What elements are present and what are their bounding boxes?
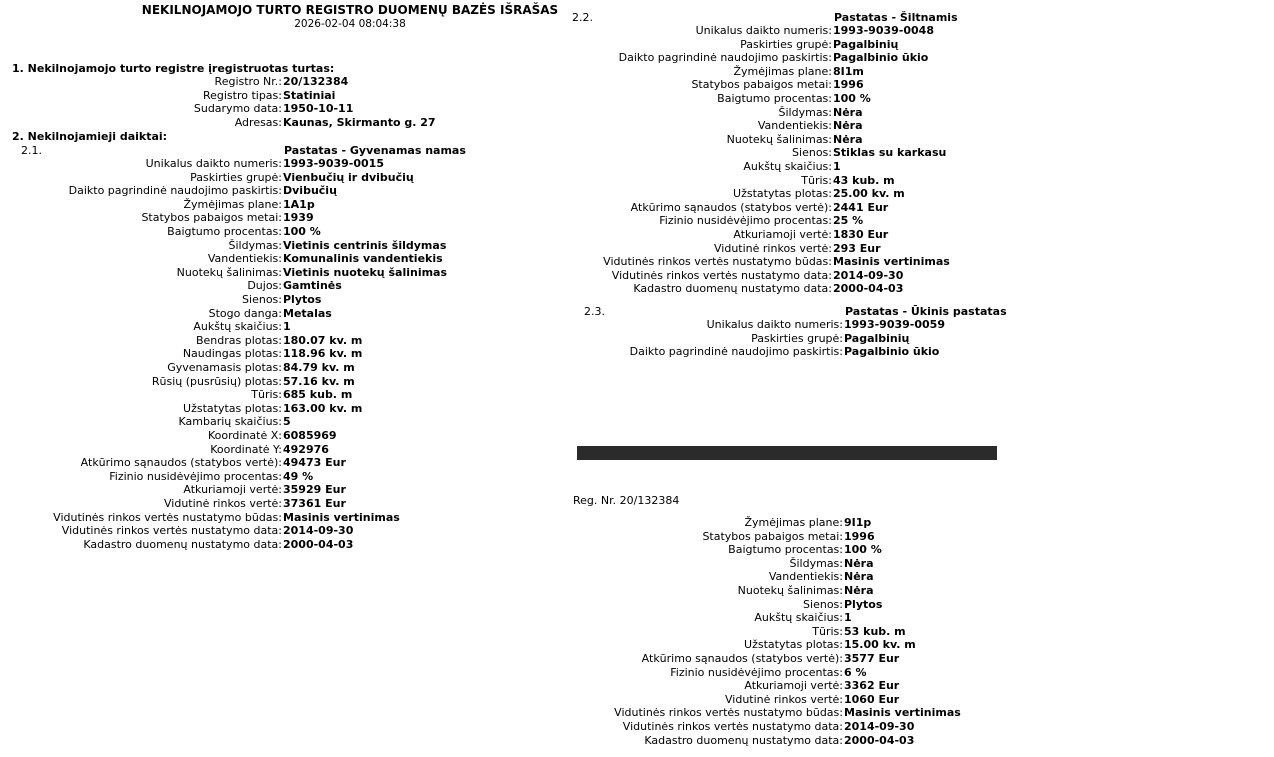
- field-value: 180.07 kv. m: [283, 333, 363, 347]
- field-label: Aukštų skaičius:: [754, 611, 843, 625]
- field-label: Registro Nr.:: [214, 75, 282, 88]
- field-row: [0, 102, 354, 116]
- field-label: Užstatytas plotas:: [744, 638, 843, 652]
- field-value: 2441 Eur: [833, 200, 889, 214]
- field-row: [0, 252, 443, 266]
- field-value: Masinis vertinimas: [283, 510, 400, 524]
- field-row: [560, 64, 864, 79]
- field-row: [560, 584, 874, 598]
- field-value: Nėra: [844, 570, 874, 584]
- field-row: [560, 597, 883, 612]
- field-label: Registro tipas:: [202, 88, 282, 102]
- field-value: 293 Eur: [833, 241, 881, 255]
- field-label: Gyvenamasis plotas:: [167, 361, 282, 374]
- field-row: [560, 679, 900, 693]
- field-row: [560, 556, 874, 571]
- field-value: Pagalbinio ūkio: [844, 345, 940, 359]
- field-row: [560, 241, 881, 256]
- field-value: 1060 Eur: [844, 692, 900, 706]
- field-value: Stiklas su karkasu: [833, 146, 947, 160]
- field-label: Koordinatė X:: [207, 429, 282, 442]
- field-label: Žymėjimas plane:: [744, 516, 843, 529]
- field-row: [0, 537, 354, 552]
- field-label: Tūris:: [812, 624, 843, 638]
- field-label: Vidutinė rinkos vertė:: [714, 241, 832, 255]
- field-row: [560, 132, 863, 147]
- field-row: [560, 214, 864, 228]
- field-row: [0, 279, 342, 293]
- field-label: Kadastro duomenų nustatymo data:: [644, 733, 843, 747]
- field-value: 492976: [283, 442, 329, 456]
- field-label: Nuotekų šalinimas:: [726, 132, 832, 146]
- field-label: Bendras plotas:: [195, 333, 282, 347]
- field-value: Nėra: [844, 556, 874, 570]
- field-value: Gamtinės: [283, 279, 342, 293]
- field-label: Aukštų skaičius:: [743, 160, 832, 173]
- field-label: Vidutinės rinkos vertės nustatymo būdas:: [603, 255, 832, 269]
- field-value: 1: [833, 160, 841, 173]
- field-value: 49 %: [283, 469, 314, 483]
- field-value: 2000-04-03: [844, 733, 915, 747]
- field-value: Nėra: [833, 119, 863, 133]
- field-label: Statybos pabaigos metai:: [702, 529, 843, 543]
- field-value: Masinis vertinimas: [844, 706, 961, 720]
- field-label: Naudingas plotas:: [182, 347, 282, 361]
- field-label: Vidutinė rinkos vertė:: [164, 497, 282, 510]
- field-row: [0, 238, 447, 253]
- field-value: Nėra: [844, 584, 874, 597]
- field-label: Atkūrimo sąnaudos (statybos vertė):: [641, 652, 843, 665]
- field-value: 3362 Eur: [844, 679, 900, 693]
- field-row: [560, 173, 895, 188]
- field-row: [0, 401, 363, 416]
- field-row: [560, 187, 905, 201]
- field-value: 2014-09-30: [833, 268, 904, 282]
- field-row: [560, 345, 940, 359]
- field-row: [560, 51, 929, 65]
- field-label: Atkūrimo sąnaudos (statybos vertė):: [630, 200, 832, 214]
- field-value: Vienbučių ir dvibučių: [283, 170, 414, 184]
- page-2-reg-number: Reg. Nr. 20/132384: [573, 494, 680, 507]
- field-row: [560, 24, 934, 38]
- field-label: Vidutinės rinkos vertės nustatymo data:: [61, 524, 282, 538]
- field-row: [0, 197, 315, 212]
- field-label: Unikalus daikto numeris:: [706, 318, 843, 331]
- field-row: [0, 429, 337, 443]
- field-value: 5: [283, 415, 291, 429]
- field-label: Aukštų skaičius:: [193, 320, 282, 334]
- field-value: 2014-09-30: [844, 720, 915, 733]
- field-row: [0, 333, 363, 348]
- field-value: Metalas: [283, 306, 332, 320]
- field-row: [560, 692, 900, 707]
- field-row: [560, 268, 904, 283]
- field-value: 1993-9039-0059: [844, 318, 945, 331]
- field-label: Koordinatė Y:: [210, 442, 282, 456]
- field-value: 6085969: [283, 429, 337, 442]
- field-value: 100 %: [283, 225, 321, 238]
- field-value: 100 %: [844, 543, 882, 557]
- field-value: Plytos: [283, 293, 322, 306]
- field-value: 163.00 kv. m: [283, 401, 363, 415]
- field-label: Daikto pagrindinė naudojimo paskirtis:: [629, 345, 843, 359]
- page-break-bar: [577, 446, 997, 460]
- field-label: Daikto pagrindinė naudojimo paskirtis:: [68, 184, 282, 198]
- field-label: Paskirties grupė:: [751, 331, 843, 345]
- field-label: Nuotekų šalinimas:: [176, 265, 282, 279]
- section-2-heading: 2. Nekilnojamieji daiktai:: [12, 130, 168, 143]
- field-label: Atkuriamoji vertė:: [183, 483, 282, 497]
- field-label: Vandentiekis:: [207, 252, 282, 266]
- field-row: [560, 331, 910, 346]
- field-row: [560, 543, 882, 557]
- field-label: Žymėjimas plane:: [733, 64, 832, 78]
- field-label: Adresas:: [234, 115, 282, 129]
- field-row: [560, 200, 889, 215]
- field-label: Tūris:: [801, 173, 832, 187]
- field-value: 1: [844, 611, 852, 625]
- field-value: 118.96 kv. m: [283, 347, 363, 361]
- field-value: Kaunas, Skirmanto g. 27: [283, 115, 436, 129]
- field-row: [560, 119, 863, 133]
- field-value: 1996: [833, 78, 864, 92]
- field-label: Kambarių skaičius:: [178, 415, 282, 429]
- field-value: 1950-10-11: [283, 102, 354, 116]
- field-label: Fizinio nusidėvėjimo procentas:: [670, 665, 843, 679]
- field-value: 100 %: [833, 92, 871, 105]
- field-value: 49473 Eur: [283, 456, 346, 470]
- field-row: [560, 78, 864, 92]
- field-label: Atkuriamoji vertė:: [733, 228, 832, 241]
- field-value: Pagalbinių: [844, 331, 910, 345]
- field-label: Kadastro duomenų nustatymo data:: [83, 537, 282, 551]
- field-label: Šildymas:: [778, 105, 832, 119]
- field-value: 84.79 kv. m: [283, 361, 355, 374]
- field-value: Pagalbinių: [833, 37, 899, 51]
- item-2-3-number: 2.3.: [584, 305, 605, 318]
- item-2-1-number: 2.1.: [21, 144, 42, 157]
- field-label: Tūris:: [251, 388, 282, 402]
- field-row: [0, 456, 346, 470]
- field-value: 53 kub. m: [844, 624, 906, 638]
- field-row: [0, 115, 436, 130]
- field-value: Statiniai: [283, 88, 336, 102]
- field-value: Komunalinis vandentiekis: [283, 252, 443, 266]
- field-value: 1A1p: [283, 197, 315, 211]
- field-row: [0, 497, 346, 511]
- field-value: Masinis vertinimas: [833, 255, 950, 269]
- field-label: Vidutinės rinkos vertės nustatymo būdas:: [614, 706, 843, 720]
- field-label: Šildymas:: [228, 238, 282, 252]
- field-label: Daikto pagrindinė naudojimo paskirtis:: [618, 51, 832, 65]
- field-row: [0, 293, 322, 307]
- field-value: Plytos: [844, 597, 883, 611]
- field-value: 25 %: [833, 214, 864, 228]
- field-row: [0, 88, 336, 103]
- field-value: 2000-04-03: [283, 537, 354, 551]
- field-value: 1: [283, 320, 291, 334]
- field-row: [560, 105, 863, 120]
- field-row: [560, 282, 904, 296]
- field-value: Pagalbinio ūkio: [833, 51, 929, 65]
- field-row: [560, 706, 961, 720]
- field-label: Sienos:: [803, 597, 843, 611]
- field-label: Unikalus daikto numeris:: [145, 157, 282, 170]
- field-row: [560, 92, 871, 106]
- field-row: [560, 255, 950, 269]
- field-value: Vietinis nuotekų šalinimas: [283, 265, 448, 279]
- field-value: 57.16 kv. m: [283, 374, 355, 388]
- field-row: [560, 516, 872, 530]
- field-label: Paskirties grupė:: [190, 170, 282, 184]
- field-row: [0, 170, 414, 185]
- field-label: Užstatytas plotas:: [733, 187, 832, 201]
- field-label: Unikalus daikto numeris:: [695, 24, 832, 37]
- field-label: Kadastro duomenų nustatymo data:: [633, 282, 832, 296]
- field-row: [0, 483, 346, 497]
- field-label: Nuotekų šalinimas:: [737, 584, 843, 597]
- field-value: Nėra: [833, 105, 863, 119]
- field-label: Fizinio nusidėvėjimo procentas:: [659, 214, 832, 228]
- field-row: [0, 442, 329, 457]
- field-label: Vandentiekis:: [768, 570, 843, 584]
- field-label: Vidutinės rinkos vertės nustatymo data:: [622, 720, 843, 733]
- field-value: 35929 Eur: [283, 483, 346, 497]
- field-row: [560, 720, 915, 734]
- field-row: [560, 160, 841, 174]
- field-label: Vidutinės rinkos vertės nustatymo data:: [611, 268, 832, 282]
- field-row: [560, 570, 874, 584]
- field-row: [0, 157, 384, 171]
- field-row: [560, 638, 916, 652]
- document-datetime: 2026-02-04 08:04:38: [294, 18, 406, 30]
- field-value: 15.00 kv. m: [844, 638, 916, 652]
- field-value: 2000-04-03: [833, 282, 904, 296]
- field-value: Nėra: [833, 132, 863, 146]
- field-label: Sudarymo data:: [193, 102, 282, 116]
- field-label: Vandentiekis:: [757, 119, 832, 133]
- item-2-3-title: Pastatas - Ūkinis pastatas: [845, 305, 1007, 318]
- field-label: Atkūrimo sąnaudos (statybos vertė):: [80, 456, 282, 470]
- field-row: [560, 652, 900, 666]
- field-row: [560, 665, 867, 680]
- item-2-1-title: Pastatas - Gyvenamas namas: [284, 144, 466, 157]
- field-value: 9I1p: [844, 516, 872, 529]
- field-value: 1993-9039-0015: [283, 157, 384, 170]
- field-row: [0, 320, 291, 334]
- field-value: 8I1m: [833, 64, 864, 78]
- field-row: [0, 306, 332, 321]
- field-row: [0, 361, 355, 375]
- field-row: [560, 318, 945, 332]
- field-row: [0, 388, 353, 402]
- field-row: [0, 225, 321, 239]
- field-value: 1993-9039-0048: [833, 24, 934, 37]
- field-row: [0, 347, 363, 361]
- field-label: Vidutinės rinkos vertės nustatymo būdas:: [53, 510, 282, 524]
- field-label: Vidutinė rinkos vertė:: [725, 692, 843, 706]
- field-label: Žymėjimas plane:: [183, 197, 282, 211]
- field-label: Sienos:: [242, 293, 282, 306]
- field-label: Dujos:: [247, 279, 282, 293]
- field-row: [560, 146, 947, 160]
- field-row: [0, 211, 314, 225]
- field-value: 685 kub. m: [283, 388, 353, 402]
- item-2-2-number: 2.2.: [572, 11, 593, 24]
- field-label: Fizinio nusidėvėjimo procentas:: [109, 469, 282, 483]
- field-value: 1996: [844, 529, 875, 543]
- field-row: [560, 611, 852, 625]
- section-1-heading: 1. Nekilnojamojo turto registre įregistruotas turtas:: [12, 62, 335, 75]
- field-label: Baigtumo procentas:: [717, 92, 832, 105]
- field-row: [0, 184, 337, 198]
- field-label: Paskirties grupė:: [740, 37, 832, 51]
- field-label: Šildymas:: [789, 556, 843, 570]
- field-value: 6 %: [844, 665, 867, 679]
- field-label: Atkuriamoji vertė:: [744, 679, 843, 693]
- field-row: [0, 265, 448, 280]
- field-row: [560, 733, 915, 748]
- field-label: Statybos pabaigos metai:: [691, 78, 832, 92]
- field-label: Užstatytas plotas:: [183, 401, 282, 415]
- field-row: [0, 415, 291, 429]
- field-value: 2014-09-30: [283, 524, 354, 538]
- field-row: [560, 624, 906, 639]
- field-row: [0, 469, 314, 484]
- field-value: 37361 Eur: [283, 497, 346, 510]
- field-row: [560, 228, 889, 242]
- field-row: [560, 37, 899, 52]
- document-title: NEKILNOJAMOJO TURTO REGISTRO DUOMENŲ BAZĖS IŠRAŠAS: [141, 3, 559, 17]
- field-value: 1830 Eur: [833, 228, 889, 241]
- field-value: Dvibučių: [283, 184, 337, 198]
- field-row: [560, 529, 875, 544]
- field-value: 43 kub. m: [833, 173, 895, 187]
- field-row: [0, 75, 349, 89]
- field-row: [0, 524, 354, 538]
- field-row: [0, 510, 400, 525]
- field-label: Stogo danga:: [208, 306, 282, 320]
- field-label: Sienos:: [792, 146, 832, 160]
- field-value: Vietinis centrinis šildymas: [283, 238, 447, 252]
- field-label: Statybos pabaigos metai:: [141, 211, 282, 225]
- field-label: Baigtumo procentas:: [167, 225, 282, 238]
- field-label: Baigtumo procentas:: [728, 543, 843, 557]
- field-value: 3577 Eur: [844, 652, 900, 665]
- field-label: Rūsių (pusrūsių) plotas:: [151, 374, 282, 388]
- field-value: 25.00 kv. m: [833, 187, 905, 201]
- field-value: 20/132384: [283, 75, 349, 88]
- item-2-2-title: Pastatas - Šiltnamis: [834, 11, 958, 24]
- field-value: 1939: [283, 211, 314, 225]
- field-row: [0, 374, 355, 389]
